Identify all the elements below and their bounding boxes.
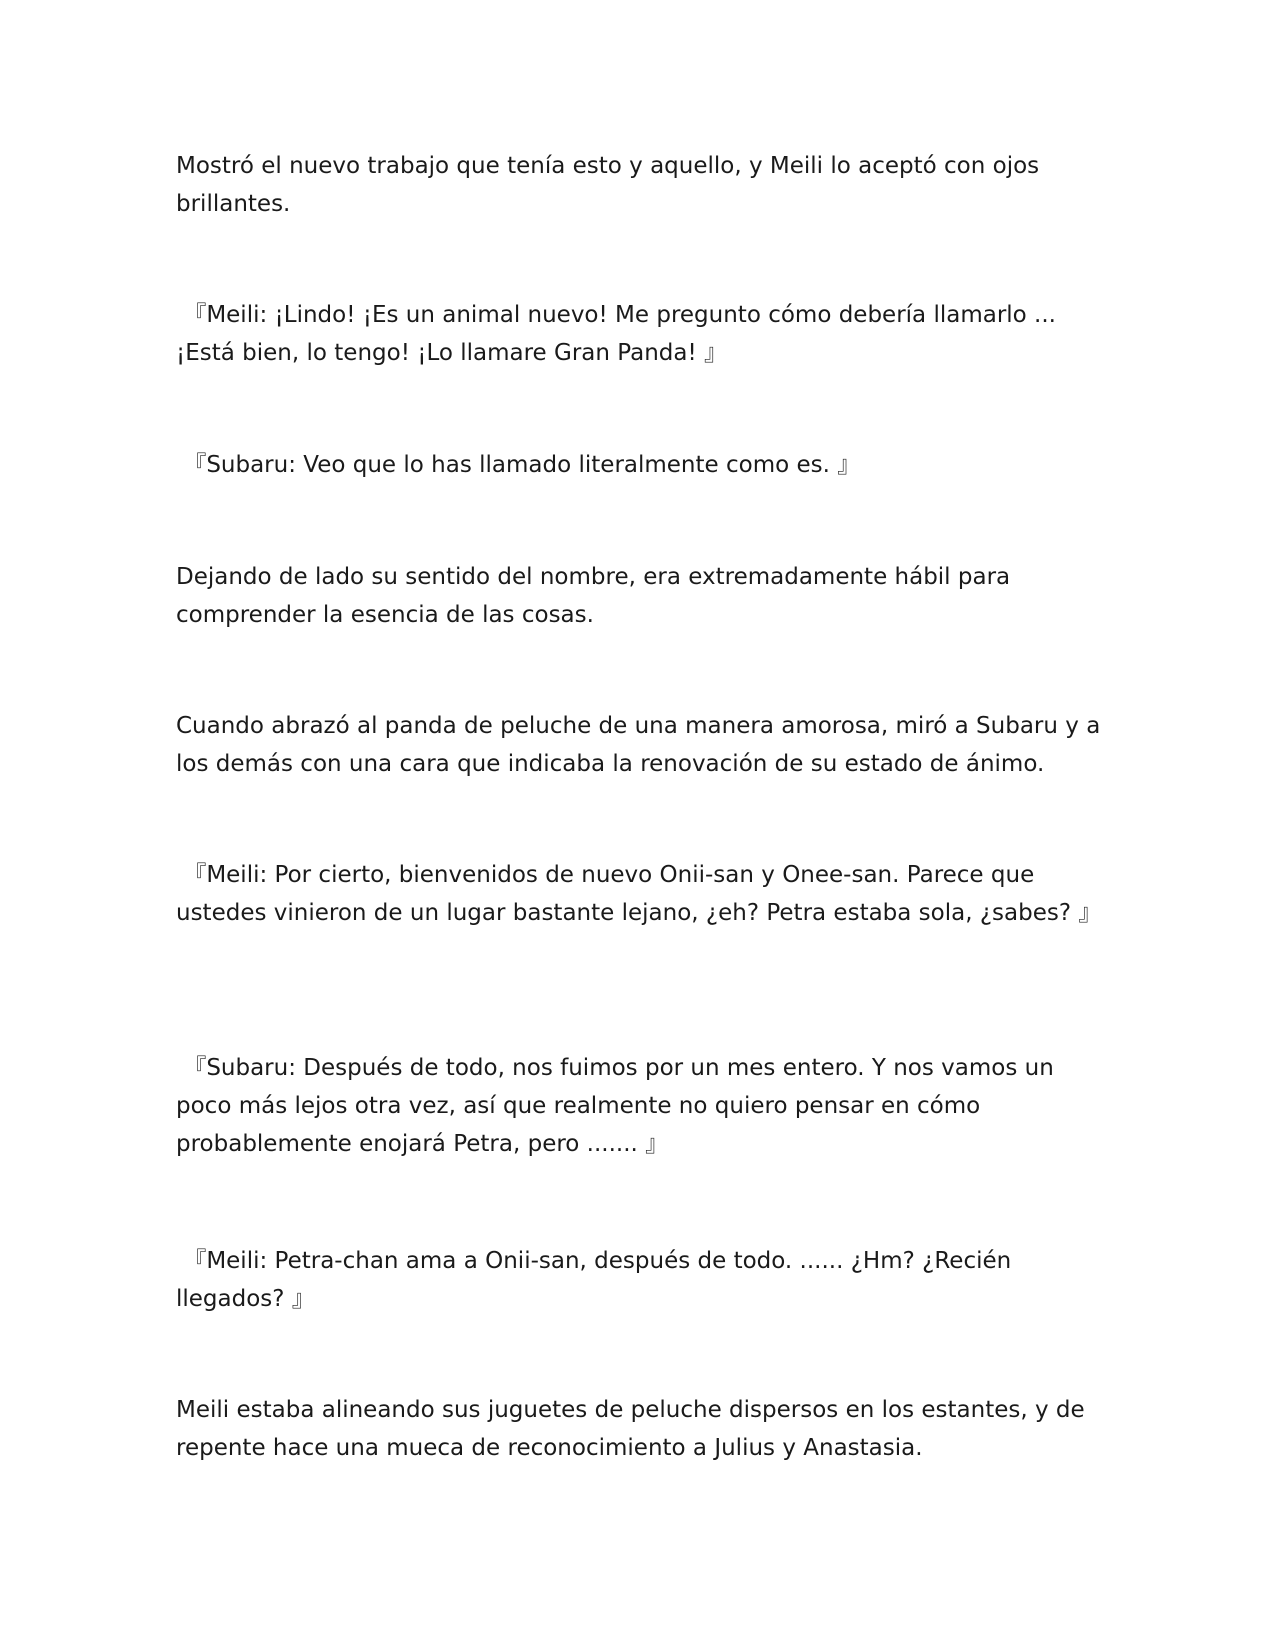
paragraph-narration: Dejando de lado su sentido del nombre, era extremadamente hábil para comprender la esencia de las cosas. [176,564,1018,628]
paragraph-narration: Cuando abrazó al panda de peluche de una manera amorosa, miró a Subaru y a los demás con una cara que indicaba la renovación de su estado de ánimo. [176,713,1108,777]
paragraph-narration: Meili estaba alineando sus juguetes de peluche dispersos en los estantes, y de repente hace una mueca de reconocimiento a Julius y Anastasia. [176,1397,1092,1461]
paragraph-dialogue-meili: 『Meili: Por cierto, bienvenidos de nuevo Onii-san y Onee-san. Parece que ustedes vinieron de un lugar bastante lejano, ¿eh? Petra estaba sola, ¿sabes? 』 [176,862,1102,926]
paragraph-dialogue-subaru: 『Subaru: Después de todo, nos fuimos por un mes entero. Y nos vamos un poco más lejos otra vez, así que realmente no quiero pensar en cómo probablemente enojará Petra, pero ....... 』 [176,1055,1062,1157]
paragraph-dialogue-meili: 『Meili: Petra-chan ama a Onii-san, después de todo. ...... ¿Hm? ¿Recién llegados? 』 [176,1248,1019,1312]
paragraph-dialogue-subaru: 『Subaru: Veo que lo has llamado literalmente como es. 』 [176,452,861,478]
paragraph-dialogue-meili: 『Meili: ¡Lindo! ¡Es un animal nuevo! Me pregunto cómo debería llamarlo ... ¡Está bien, lo tengo! ¡Lo llamare Gran Panda! 』 [176,302,1064,366]
paragraph-narration: Mostró el nuevo trabajo que tenía esto y aquello, y Meili lo aceptó con ojos brillantes. [176,153,1047,217]
